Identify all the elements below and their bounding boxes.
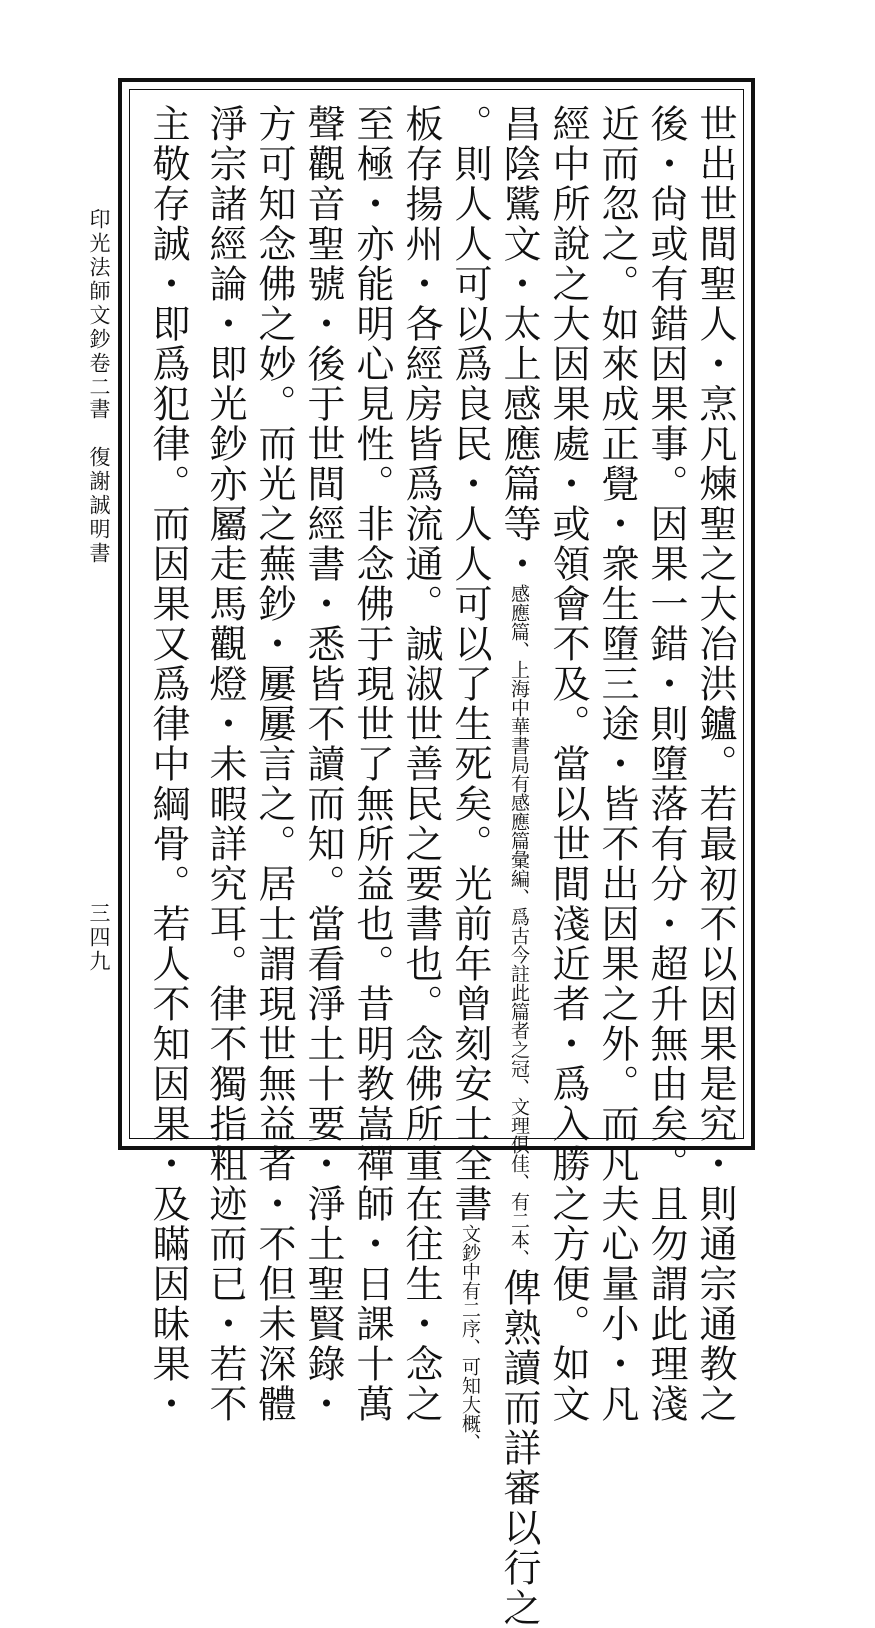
text-column-2: 後・尙或有錯因果事。因果一錯・則墮落有分・超升無由矣。且勿謂此理淺 bbox=[644, 104, 688, 1424]
running-header-book-title: 印光法師文鈔卷二 bbox=[87, 208, 111, 400]
text-column-8: 至極・亦能明心見性。非念佛于現世了無所益也。昔明教嵩禪師・日課十萬 bbox=[350, 104, 394, 1424]
column-5-main-text: 昌陰騭文・太上感應篇等・ bbox=[497, 104, 541, 584]
text-column-11: 淨宗諸經論・即光鈔亦屬走馬觀燈・未暇詳究耳。律不獨指粗迹而已・若不 bbox=[203, 104, 247, 1424]
text-column-3: 近而忽之。如來成正覺・衆生墮三途・皆不出因果之外。而凡夫心量小・凡 bbox=[595, 104, 639, 1424]
text-column-10: 方可知念佛之妙。而光之蕪鈔・屢屢言之。居士謂現世無益者・不但未深體 bbox=[252, 104, 296, 1424]
text-column-7: 板存揚州・各經房皆爲流通。誠淑世善民之要書也。念佛所重在往生・念之 bbox=[399, 104, 443, 1424]
annotation-line-b: 古今註此篇者之冠、文理俱佳、有二本、 bbox=[508, 926, 530, 1268]
annotation-ganying-pian bbox=[499, 584, 539, 1268]
text-column-4: 經中所說之大因果處・或領會不及。當以世間淺近者・爲入勝之方便。如文 bbox=[546, 104, 590, 1424]
running-header-letter-title: 復謝誠明書 bbox=[87, 446, 111, 566]
running-header-section: 書 bbox=[87, 398, 111, 422]
annotation-line-b: 可知大概、 bbox=[459, 1357, 481, 1452]
annotation-wenchao bbox=[450, 1224, 490, 1452]
annotation-line-a: 感應篇、上海中華書局有感應篇彙編、爲 bbox=[508, 584, 530, 926]
column-5-main-text-cont: 俾熟讀而詳審以行之 bbox=[497, 1268, 541, 1628]
page-number: 三四九 bbox=[87, 902, 111, 974]
text-column-5 bbox=[499, 104, 539, 1628]
text-column-1: 世出世間聖人・烹凡煉聖之大冶洪鑪。若最初不以因果是究・則通宗通教之 bbox=[693, 104, 737, 1424]
annotation-line-a: 文鈔中有二序、 bbox=[459, 1224, 481, 1357]
text-column-12: 主敬存誠・即爲犯律。而因果又爲律中綱骨。若人不知因果・及瞞因昧果・ bbox=[146, 104, 190, 1424]
column-6-main-text: 。則人人可以爲良民・人人可以了生死矣。光前年曾刻安士全書 bbox=[448, 104, 492, 1224]
text-column-6 bbox=[450, 104, 490, 1452]
text-column-9: 聲觀音聖號・後于世間經書・悉皆不讀而知。當看淨土十要・淨土聖賢錄・ bbox=[301, 104, 345, 1424]
